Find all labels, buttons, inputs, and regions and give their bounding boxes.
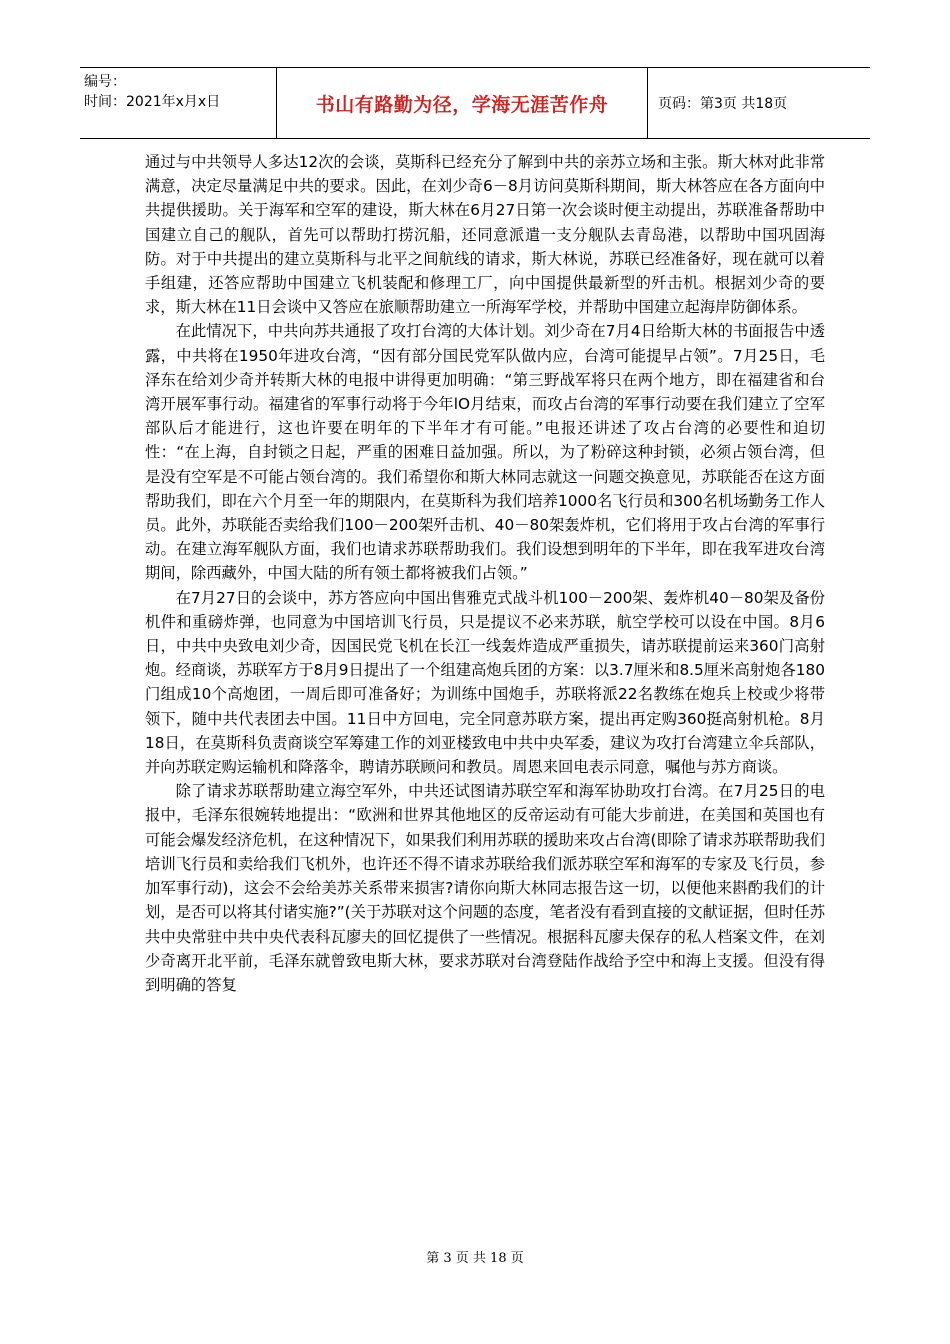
paragraph-3: 在7月27日的会谈中，苏方答应向中国出售雅克式战斗机100－200架、轰炸机40－80架及备份机件和重磅炸弹，也同意为中国培训飞行员，只是提议不必来苏联，航空学校可以设在中国。8月6日，中共中央致电刘少奇，因国民党飞机在长江一线轰炸造成严重损失，请苏联提前运来360门高射炮。经商谈，苏联军方于8月9日提出了一个组建高炮兵团的方案：以3.7厘米和8.5厘米高射炮各180门组成10个高炮团，一周后即可准备好；为训练中国炮手，苏联将派22名教练在炮兵上校或少将带领下，随中共代表团去中国。11日中方回电，完全同意苏联方案，提出再定购360挺高射机枪。8月18日，在莫斯科负责商谈空军筹建工作的刘亚楼致电中共中央军委，建议为攻打台湾建立伞兵部队，并向苏联定购运输机和降落伞，聘请苏联顾问和教员。周恩来回电表示同意，嘱他与苏方商谈。 <box>145 588 825 777</box>
paragraph-4: 除了请求苏联帮助建立海空军外，中共还试图请苏联空军和海军协助攻打台湾。在7月25日的电报中，毛泽东很婉转地提出：“欧洲和世界其他地区的反帝运动有可能大步前进，在美国和英国也有可能会爆发经济危机，在这种情况下，如果我们利用苏联的援助来攻占台湾(即除了请求苏联帮助我们培训飞行员和卖给我们飞机外，也许还不得不请求苏联给我们派苏联空军和海军的专家及飞行员，参加军事行动)，这会不会给美苏关系带来损害?请你向斯大林同志报告这一切，以便他来斟酌我们的计划，是否可以将其付诸实施?”(关于苏联对这个问题的态度，笔者没有看到直接的文献证据，但时任苏共中央常驻中共中央代表科瓦廖夫的回忆提供了一些情况。根据科瓦廖夫保存的私人档案文件，在刘少奇离开北平前，毛泽东就曾致电斯大林，要求苏联对台湾登陆作战给予空中和海上支援。但没有得到明确的答复 <box>145 782 825 994</box>
header-page-info: 页码：第3页 共18页 <box>658 96 788 112</box>
paragraph-2: 在此情况下，中共向苏共通报了攻打台湾的大体计划。刘少奇在7月4日给斯大林的书面报告中透露，中共将在1950年进攻台湾，“因有部分国民党军队做内应，台湾可能提早占领”。7月25日，毛泽东在给刘少奇并转斯大林的电报中讲得更加明确：“第三野战军将只在两个地方，即在福建省和台湾开展军事行动。福建省的军事行动将于今年lO月结束，而攻占台湾的军事行动要在我们建立了空军部队后才能进行，这也许要在明年的下半年才有可能。”电报还讲述了攻占台湾的必要性和迫切性：“在上海，自封锁之日起，严重的困难日益加强。所以，为了粉碎这种封锁，必须占领台湾，但是没有空军是不可能占领台湾的。我们希望你和斯大林同志就这一问题交换意见，苏联能否在这方面帮助我们，即在六个月至一年的期限内，在莫斯科为我们培养1000名飞行员和300名机场勤务工作人员。此外，苏联能否卖给我们100－200架歼击机、40－80架轰炸机，它们将用于攻占台湾的军事行动。在建立海军舰队方面，我们也请求苏联帮助我们。我们设想到明年的下半年，即在我军进攻台湾期间，除西藏外，中国大陆的所有领土都将被我们占领。” <box>145 322 826 583</box>
page-header <box>80 67 870 139</box>
document-body <box>145 150 825 997</box>
doc-time-label: 时间：2021年x月x日 <box>84 94 221 110</box>
header-motto: 书山有路勤为径，学海无涯苦作舟 <box>276 68 648 138</box>
header-left-cell <box>80 68 276 138</box>
doc-number-label: 编号： <box>84 74 126 90</box>
paragraph-1: 通过与中共领导人多达12次的会谈，莫斯科已经充分了解到中共的亲苏立场和主张。斯大林对此非常满意，决定尽量满足中共的要求。因此，在刘少奇6－8月访问莫斯科期间，斯大林答应在各方面向中共提供援助。关于海军和空军的建设，斯大林在6月27日第一次会谈时便主动提出，苏联准备帮助中国建立自己的舰队，首先可以帮助打捞沉船，还同意派遣一支分舰队去青岛港，以帮助中国巩固海防。对于中共提出的建立莫斯科与北平之间航线的请求，斯大林说，苏联已经准备好，现在就可以着手组建，还答应帮助中国建立飞机装配和修理工厂，向中国提供最新型的歼击机。根据刘少奇的要求，斯大林在11日会谈中又答应在旅顺帮助建立一所海军学校，并帮助中国建立起海岸防御体系。 <box>145 153 825 317</box>
page-footer: 第 3 页 共 18 页 <box>426 1251 524 1266</box>
